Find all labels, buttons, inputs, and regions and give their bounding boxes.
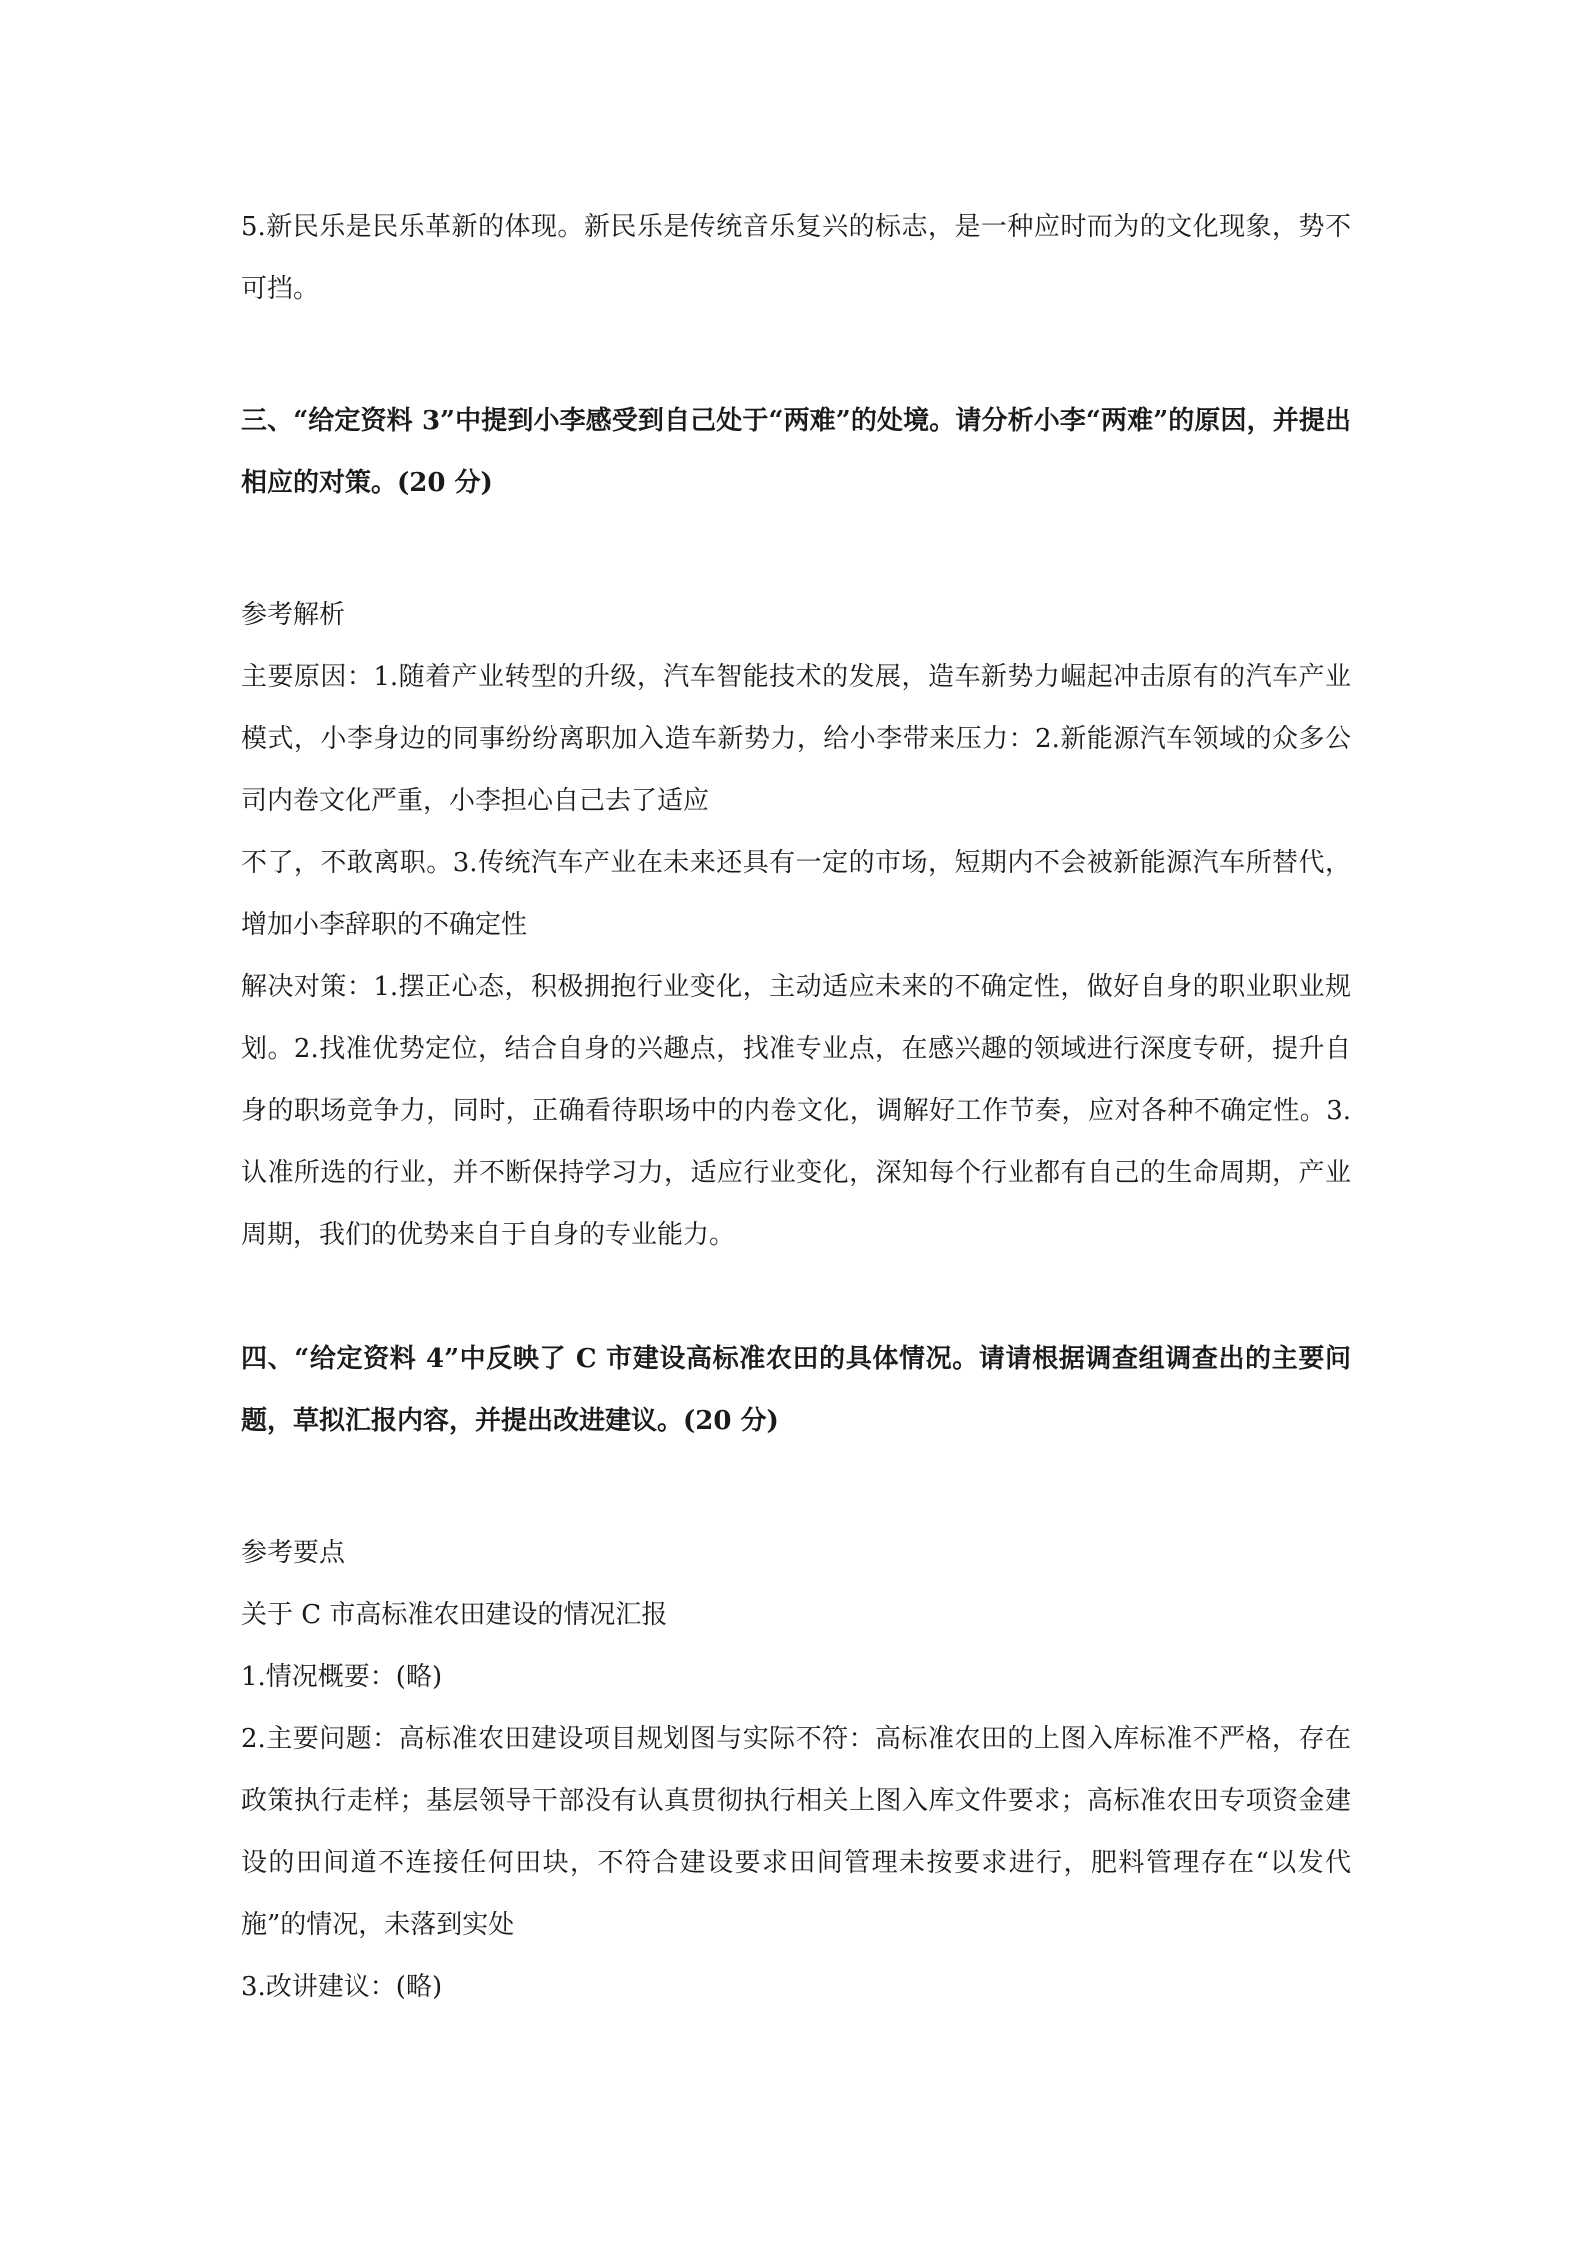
spacer [241, 1266, 1351, 1328]
document-page [241, 196, 1351, 2116]
spacer [241, 514, 1351, 584]
q4-item-3: 3.改讲建议：(略) [241, 1972, 443, 2002]
q4-item-1: 1.情况概要：(略) [241, 1662, 443, 1692]
q3-solutions: 解决对策：1.摆正心态，积极拥抱行业变化，主动适应未来的不确定性，做好自身的职业职业规划。2.找准优势定位，结合自身的兴趣点，找准专业点，在感兴趣的领域进行深度专研，提升自身的职场竞争力，同时，正确看待职场中的内卷文化，调解好工作节奏，应对各种不确定性。3.认准所选的行业，并不断保持学习力，适应行业变化，深知每个行业都有自己的生命周期，产业周期，我们的优势来自于自身的专业能力。 [241, 972, 1351, 1250]
q3-reasons-part2: 不了，不敢离职。3.传统汽车产业在未来还具有一定的市场，短期内不会被新能源汽车所替代，增加小李辞职的不确定性 [241, 848, 1351, 940]
previous-answer-item: 5.新民乐是民乐革新的体现。新民乐是传统音乐复兴的标志，是一种应时而为的文化现象，势不可挡。 [241, 212, 1351, 304]
q3-reasons-part1: 主要原因：1.随着产业转型的升级，汽车智能技术的发展，造车新势力崛起冲击原有的汽车产业模式，小李身边的同事纷纷离职加入造车新势力，给小李带来压力：2.新能源汽车领域的众多公司内卷文化严重，小李担心自己去了适应 [241, 662, 1351, 816]
question-4: 四、“给定资料 4”中反映了 C 市建设高标准农田的具体情况。请请根据调查组调查出的主要问题，草拟汇报内容，并提出改进建议。(20 分) [241, 1344, 1351, 1436]
question-3: 三、“给定资料 3”中提到小李感受到自己处于“两难”的处境。请分析小李“两难”的原因，并提出相应的对策。(20 分) [241, 406, 1351, 498]
spacer [241, 1452, 1351, 1522]
q4-report-title: 关于 C 市高标准农田建设的情况汇报 [241, 1600, 668, 1630]
q4-answer-heading: 参考要点 [241, 1538, 346, 1568]
q3-answer-heading: 参考解析 [241, 600, 346, 630]
spacer [241, 320, 1351, 390]
q4-item-2: 2.主要问题：高标准农田建设项目规划图与实际不符：高标准农田的上图入库标准不严格，存在政策执行走样；基层领导干部没有认真贯彻执行相关上图入库文件要求；高标准农田专项资金建设的田间道不连接任何田块，不符合建设要求田间管理未按要求进行，肥料管理存在“以发代施”的情况，未落到实处 [241, 1724, 1351, 1940]
